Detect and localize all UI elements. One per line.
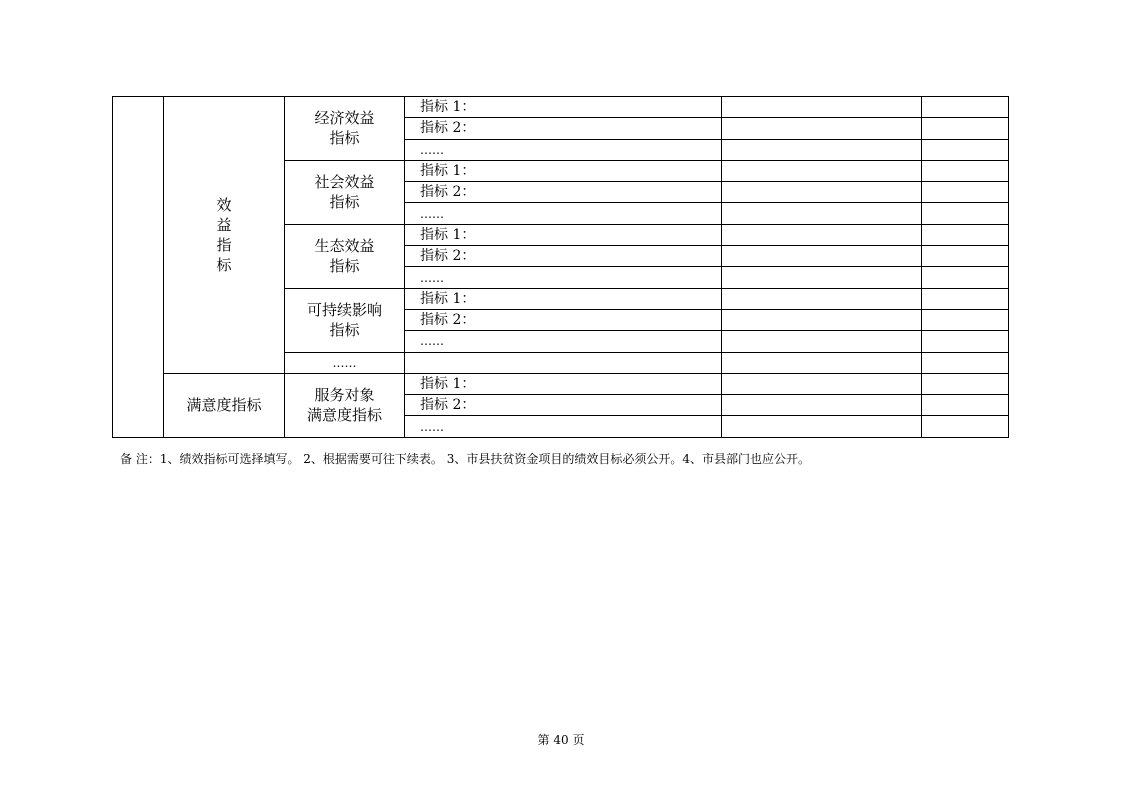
left-blank-cell: [113, 97, 164, 438]
social-benefit-subcategory: 社会效益 指标: [285, 160, 405, 224]
performance-indicator-table: [112, 96, 1009, 438]
value-cell[interactable]: [722, 395, 922, 416]
value-cell[interactable]: [922, 373, 1009, 394]
indicator-cell[interactable]: 指标 1：: [405, 97, 722, 118]
value-cell[interactable]: [922, 416, 1009, 437]
table-row: [113, 97, 1009, 118]
value-cell[interactable]: [922, 352, 1009, 373]
value-cell[interactable]: [922, 395, 1009, 416]
ellipsis-cell[interactable]: ……: [405, 139, 722, 160]
value-cell[interactable]: [722, 118, 922, 139]
value-cell[interactable]: [922, 246, 1009, 267]
ellipsis-cell[interactable]: ……: [405, 203, 722, 224]
page-number: 第 40 页: [537, 733, 585, 747]
ellipsis-cell[interactable]: ……: [405, 416, 722, 437]
indicator-cell[interactable]: 指标 2：: [405, 182, 722, 203]
value-cell[interactable]: [722, 97, 922, 118]
value-cell[interactable]: [722, 416, 922, 437]
value-cell[interactable]: [922, 182, 1009, 203]
value-cell[interactable]: [922, 309, 1009, 330]
value-cell[interactable]: [722, 373, 922, 394]
sustainable-impact-subcategory: 可持续影响 指标: [285, 288, 405, 352]
table-note: 备 注：1、绩效指标可选择填写。 2、根据需要可往下续表。 3、市县扶贫资金项目的绩效目标必须公开。4、市县部门也应公开。: [120, 452, 810, 466]
economic-benefit-subcategory: 经济效益 指标: [285, 97, 405, 161]
value-cell[interactable]: [722, 331, 922, 352]
benefit-indicator-category: 效 益 指 标: [164, 97, 285, 374]
value-cell[interactable]: [722, 246, 922, 267]
value-cell[interactable]: [722, 288, 922, 309]
value-cell[interactable]: [722, 182, 922, 203]
satisfaction-indicator-category: 满意度指标: [164, 373, 285, 437]
value-cell[interactable]: [922, 203, 1009, 224]
value-cell[interactable]: [922, 267, 1009, 288]
value-cell[interactable]: [922, 139, 1009, 160]
table-row: [113, 373, 1009, 394]
value-cell[interactable]: [722, 160, 922, 181]
value-cell[interactable]: [922, 224, 1009, 245]
service-satisfaction-subcategory: 服务对象 满意度指标: [285, 373, 405, 437]
value-cell[interactable]: [722, 224, 922, 245]
value-cell[interactable]: [922, 160, 1009, 181]
ellipsis-cell[interactable]: ……: [405, 331, 722, 352]
subcategory-ellipsis-cell[interactable]: ……: [285, 352, 405, 373]
indicator-cell[interactable]: 指标 2：: [405, 118, 722, 139]
value-cell[interactable]: [922, 288, 1009, 309]
value-cell[interactable]: [922, 118, 1009, 139]
indicator-cell[interactable]: 指标 1：: [405, 288, 722, 309]
value-cell[interactable]: [722, 352, 922, 373]
ellipsis-cell[interactable]: ……: [405, 267, 722, 288]
value-cell[interactable]: [722, 309, 922, 330]
value-cell[interactable]: [722, 267, 922, 288]
indicator-cell[interactable]: 指标 2：: [405, 395, 722, 416]
value-cell[interactable]: [405, 352, 722, 373]
value-cell[interactable]: [922, 331, 1009, 352]
indicator-cell[interactable]: 指标 1：: [405, 373, 722, 394]
value-cell[interactable]: [722, 139, 922, 160]
indicator-cell[interactable]: 指标 1：: [405, 224, 722, 245]
ecological-benefit-subcategory: 生态效益 指标: [285, 224, 405, 288]
value-cell[interactable]: [922, 97, 1009, 118]
value-cell[interactable]: [722, 203, 922, 224]
indicator-cell[interactable]: 指标 2：: [405, 309, 722, 330]
indicator-cell[interactable]: 指标 1：: [405, 160, 722, 181]
indicator-cell[interactable]: 指标 2：: [405, 246, 722, 267]
